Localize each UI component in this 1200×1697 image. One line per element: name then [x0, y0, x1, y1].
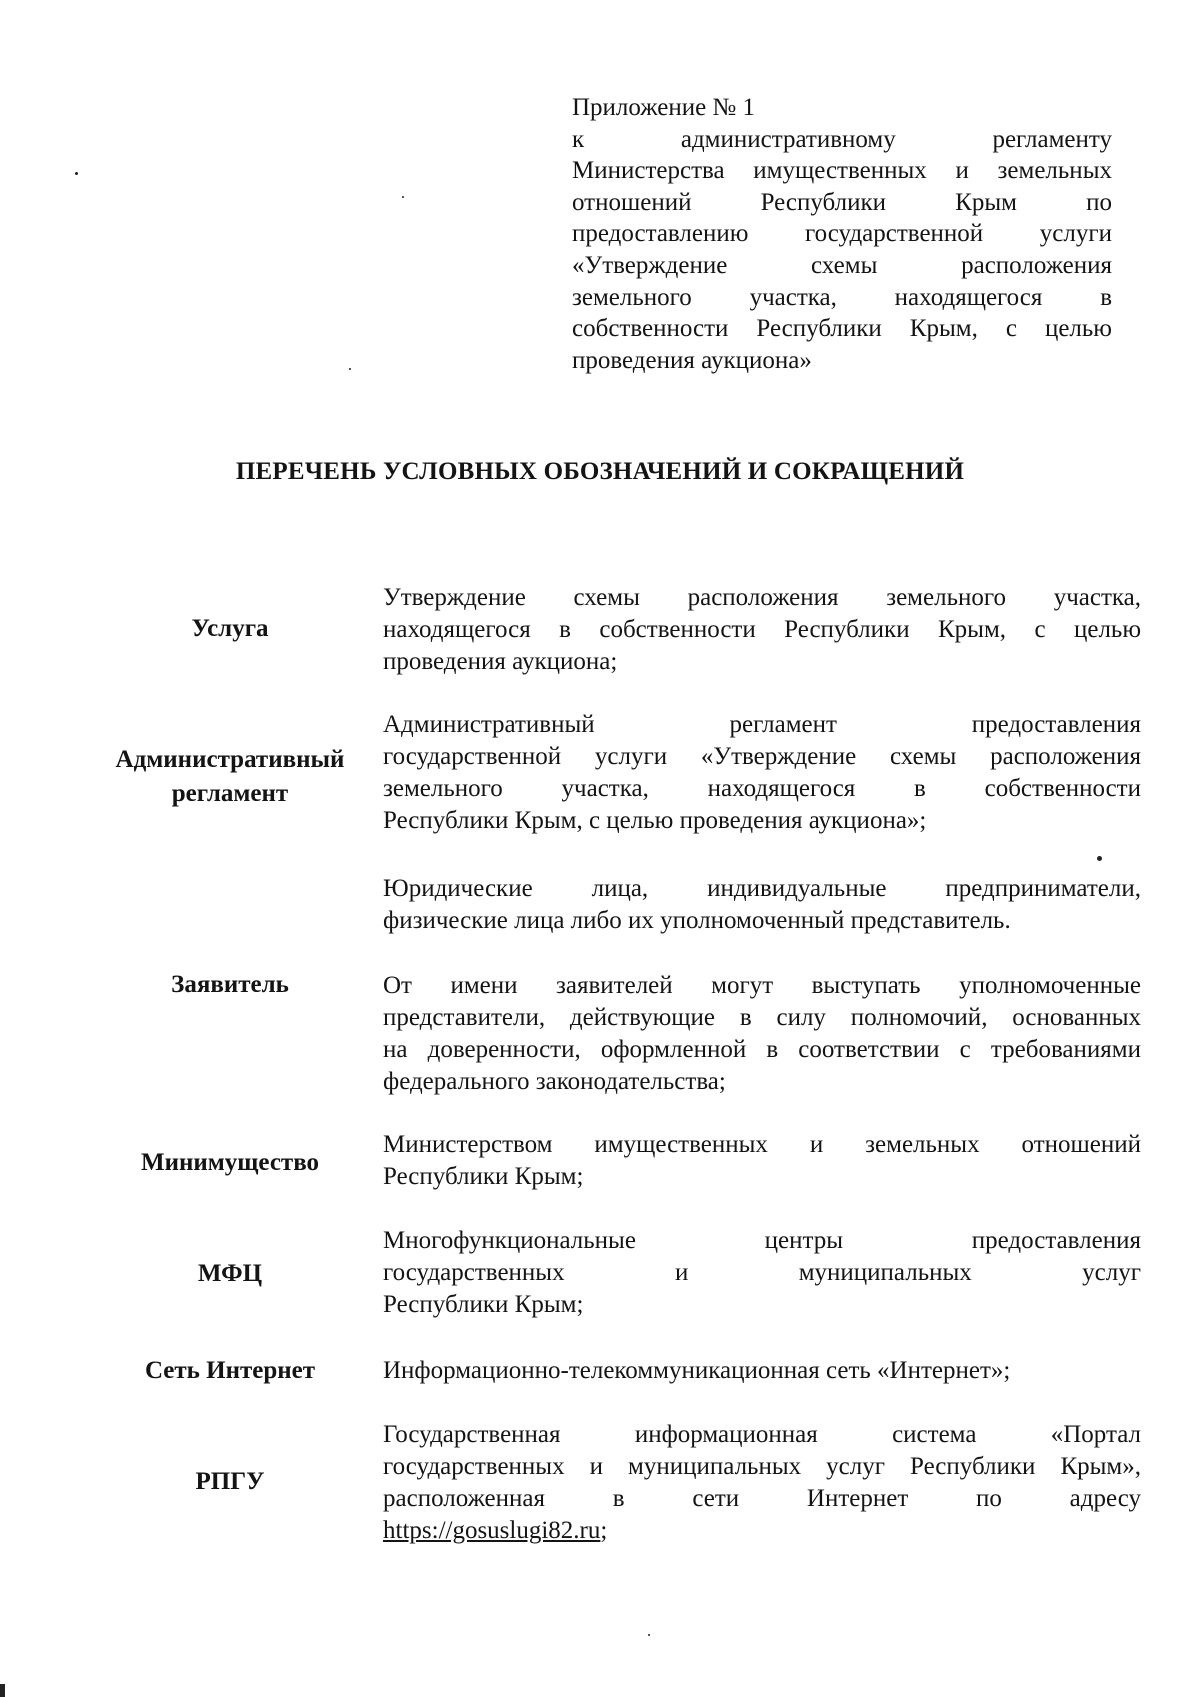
- definition-line: земельного участка, находящегося в собственности: [383, 775, 1141, 802]
- term-usluga: Услуга: [191, 615, 269, 642]
- scan-speck: [75, 172, 78, 175]
- definition-line: представители, действующие в силу полномочий, основанных: [383, 1004, 1141, 1031]
- appendix-line: земельного участка, находящегося в: [572, 283, 1112, 311]
- definition-applicant-representatives: [383, 970, 1141, 1098]
- term-line: Административный: [115, 746, 345, 773]
- definition-internet: [383, 1355, 1141, 1387]
- term-minimushchestvo: Минимущество: [140, 1149, 320, 1176]
- definition-line: Министерством имущественных и земельных отношений: [383, 1131, 1141, 1158]
- definition-line: федерального законодательства;: [383, 1068, 726, 1095]
- scan-speck: [402, 196, 404, 198]
- portal-url-link[interactable]: https://gosuslugi82.ru: [383, 1517, 601, 1544]
- definition-line: государственных и муниципальных услуг Республики Крым»,: [383, 1453, 1141, 1480]
- definition-line: физические лица либо их уполномоченный представитель.: [383, 907, 1011, 934]
- definition-line: Многофункциональные центры предоставления: [383, 1227, 1141, 1254]
- definition-line: Республики Крым, с целью проведения аукциона»;: [383, 807, 927, 834]
- definition-rpgu: [383, 1419, 1141, 1547]
- appendix-line: Министерства имущественных и земельных: [572, 157, 1112, 185]
- term-internet: Сеть Интернет: [144, 1357, 316, 1384]
- scan-speck: [0, 1684, 5, 1697]
- term-rpgu: РПГУ: [195, 1468, 265, 1495]
- scan-speck: [349, 368, 351, 370]
- definition-line: Информационно-телекоммуникационная сеть «Интернет»;: [383, 1357, 1011, 1384]
- term-mfc: МФЦ: [197, 1260, 263, 1287]
- term-administrative-regulation: [95, 743, 365, 811]
- appendix-line: предоставлению государственной услуги: [572, 220, 1112, 248]
- appendix-line: Приложение № 1: [572, 94, 756, 121]
- appendix-line: «Утверждение схемы расположения: [572, 251, 1112, 279]
- definition-line: находящегося в собственности Республики Крым, с целью: [383, 616, 1141, 643]
- definition-line: государственной услуги «Утверждение схемы расположения: [383, 743, 1141, 770]
- definition-line: на доверенности, оформленной в соответствии с требованиями: [383, 1036, 1141, 1063]
- appendix-line: к административному регламенту: [572, 125, 1112, 153]
- appendix-line: собственности Республики Крым, с целью: [572, 315, 1112, 343]
- scan-speck: [648, 1634, 650, 1636]
- url-suffix: ;: [600, 1517, 608, 1544]
- term-applicant: Заявитель: [171, 971, 289, 998]
- definition-line: расположенная в сети Интернет по адресу: [383, 1485, 1141, 1512]
- definition-line: От имени заявителей могут выступать уполномоченные: [383, 972, 1141, 999]
- definition-line: Республики Крым;: [383, 1163, 584, 1190]
- definition-line: Утверждение схемы расположения земельного участка,: [383, 584, 1141, 611]
- definition-line: Республики Крым;: [383, 1291, 584, 1318]
- page-title: ПЕРЕЧЕНЬ УСЛОВНЫХ ОБОЗНАЧЕНИЙ И СОКРАЩЕНИЙ: [235, 458, 965, 485]
- term-line: регламент: [171, 780, 289, 807]
- definition-mfc: [383, 1225, 1141, 1321]
- definition-usluga: [383, 582, 1141, 678]
- scan-speck: [1097, 856, 1102, 861]
- definition-line: Государственная информационная система «Портал: [383, 1421, 1141, 1448]
- definition-line-url: [383, 1515, 1141, 1547]
- definition-line: Административный регламент предоставления: [383, 711, 1141, 738]
- definition-minimushchestvo: [383, 1129, 1141, 1193]
- definition-line: государственных и муниципальных услуг: [383, 1259, 1141, 1286]
- definition-administrative-regulation: [383, 709, 1141, 837]
- appendix-header: [572, 92, 1112, 376]
- appendix-line: отношений Республики Крым по: [572, 188, 1112, 216]
- appendix-line: проведения аукциона»: [572, 346, 812, 374]
- definition-line: Юридические лица, индивидуальные предприниматели,: [383, 875, 1141, 902]
- definition-applicant: [383, 873, 1141, 937]
- definition-line: проведения аукциона;: [383, 648, 618, 675]
